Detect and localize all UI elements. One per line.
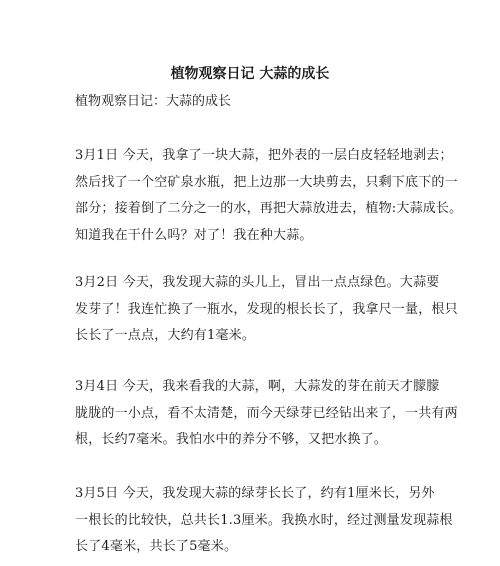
- document-title: 植物观察日记 大蒜的成长: [170, 66, 330, 82]
- entry-1-line-2: 然后找了一个空矿泉水瓶，把上边那一大块剪去，只剩下底下的一: [75, 175, 458, 190]
- entry-2-line-2: 发芽了！我连忙换了一瓶水，发现的根长长了，我拿尺一量，根只: [75, 302, 458, 317]
- entry-2-line-3: 长长了一点点，大约有1毫米。: [75, 328, 256, 343]
- entry-1-line-1: 3月1日 今天，我拿了一块大蒜，把外表的一层白皮轻轻地剥去；: [75, 148, 453, 163]
- entry-4-line-1: 3月5日 今天，我发现大蒜的绿芽长长了，约有1厘米长，另外: [75, 486, 435, 501]
- entry-3-line-1: 3月4日 今天，我来看我的大蒜，啊，大蒜发的芽在前天才朦朦: [75, 379, 440, 394]
- entry-1-line-3: 部分；接着倒了二分之一的水，再把大蒜放进去，植物:大蒜成长。: [75, 201, 463, 216]
- entry-1-line-4: 知道我在干什么吗？对了！我在种大蒜。: [75, 228, 313, 243]
- entry-2-line-1: 3月2日 今天，我发现大蒜的头儿上，冒出一点点绿色。大蒜要: [75, 275, 440, 290]
- document-subtitle: 植物观察日记：大蒜的成长: [75, 94, 232, 109]
- entry-4-line-3: 长了4毫米，共长了5毫米。: [75, 539, 238, 554]
- entry-3-line-3: 根，长约7毫米。我怕水中的养分不够，又把水换了。: [75, 432, 388, 447]
- entry-3-line-2: 胧胧的一小点，看不太清楚，而今天绿芽已经钻出来了，一共有两: [75, 406, 458, 421]
- entry-4-line-2: 一根长的比较快，总共长1.3厘米。我换水时，经过测量发现蒜根: [75, 513, 453, 528]
